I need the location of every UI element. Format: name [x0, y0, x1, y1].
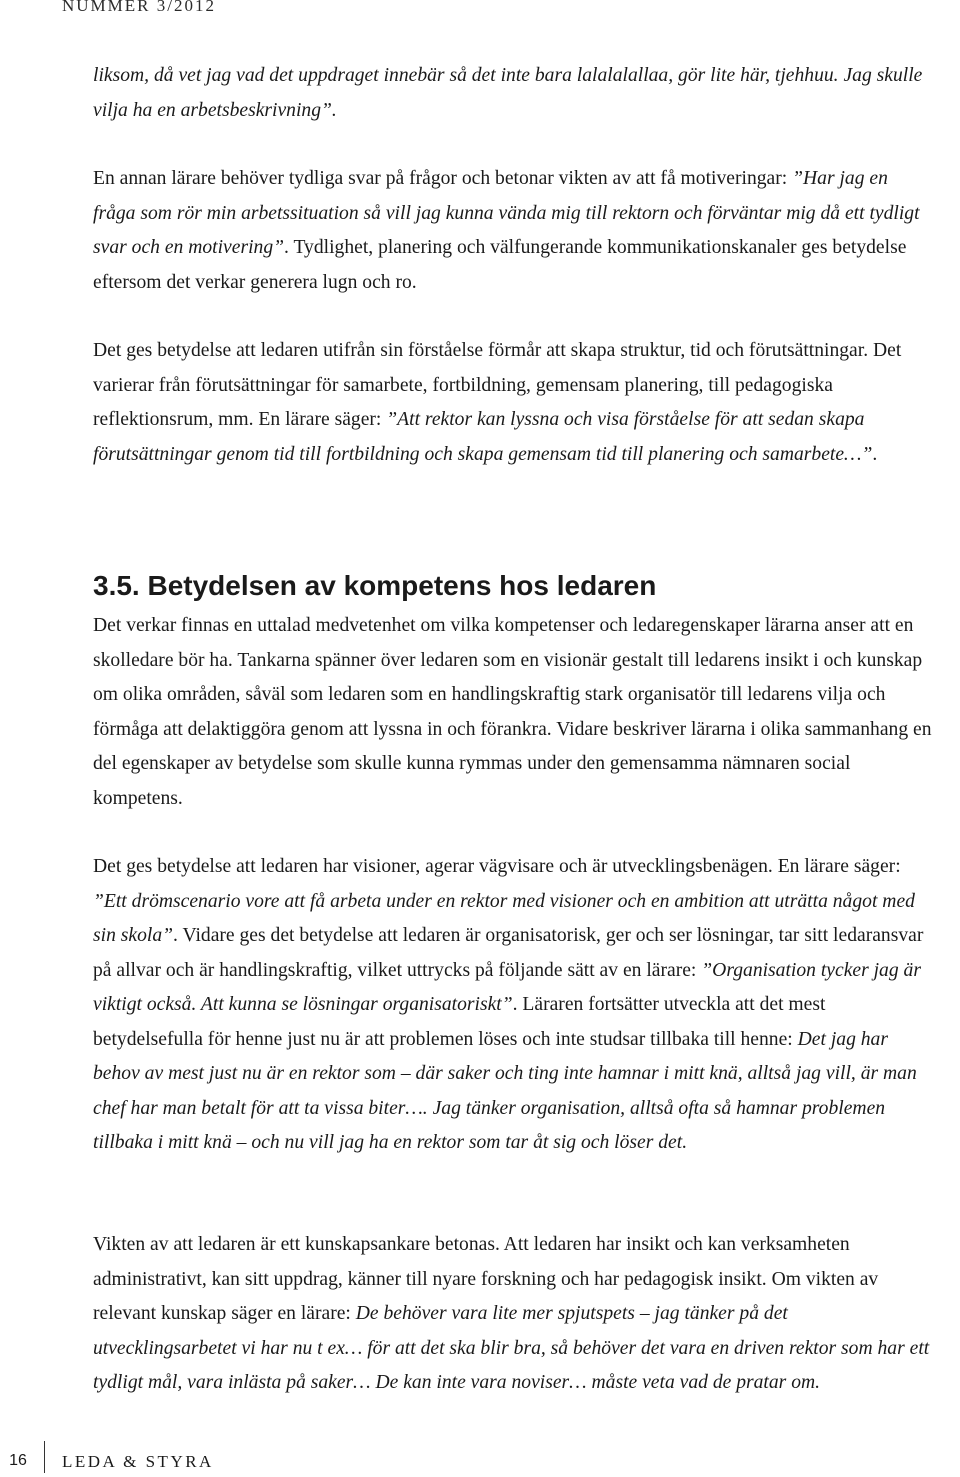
quote-text: ”Ett drömscenario vore att få arbeta under en rektor med visioner och en ambition att uträtta något med sin skola”	[93, 890, 915, 946]
paragraph-clarity	[93, 162, 933, 300]
body-text: . Tydlighet, planering och välfungerande kommunikationskanaler ges betydelse eftersom det verkar generera lugn och ro.	[93, 237, 907, 293]
quote-text: ”Organisation tycker jag är viktigt också. Att kunna se lösningar organisatoriskt”	[93, 959, 921, 1015]
body-text: . Läraren fortsätter utveckla att det mest betydelsefulla för henne just nu är att problemen löses och inte studsar tillbaka till henne:	[93, 994, 826, 1050]
body-text: . Vidare ges det betydelse att ledaren är organisatorisk, ger och ser lösningar, tar sitt ledaransvar på allvar och är handlingskraftig, vilket uttrycks på följande sätt av en lärare:	[93, 925, 924, 981]
footer-divider	[44, 1441, 45, 1473]
quote-text: De behöver vara lite mer spjutspets – jag tänker på det utvecklingsarbetet vi har nu t ex… för att det ska blir bra, så behöver det vara en driven rektor som har ett tydligt mål, vara inlästa på saker… De kan inte vara noviser… måste veta vad de pratar om.	[93, 1303, 930, 1393]
paragraph-visions	[93, 850, 933, 1161]
page-number: 16	[9, 1452, 27, 1469]
body-text: En annan lärare behöver tydliga svar på frågor och betonar vikten av att få motiveringar:	[93, 168, 793, 189]
paragraph-knowledge	[93, 1228, 933, 1401]
body-text: Det ges betydelse att ledaren har visioner, agerar vägvisare och är utvecklingsbenägen. En lärare säger:	[93, 856, 901, 877]
paragraph-structure	[93, 334, 933, 472]
section-heading: 3.5. Betydelsen av kompetens hos ledaren	[93, 570, 657, 601]
quote-text: Det jag har behov av mest just nu är en rektor som – där saker och ting inte hamnar i mitt knä, alltså jag vill, är man chef har man betalt för att ta vissa biter…. Jag tänker organisation, alltså ofta så hamnar problemen tillbaka i mitt knä – och nu vill jag ha en rektor som tar åt sig och löser det.	[93, 1028, 917, 1153]
paragraph-competence	[93, 609, 933, 816]
body-text: Vikten av att ledaren är ett kunskapsankare betonas. Att ledaren har insikt och kan verksamheten administrativt, kan sitt uppdrag, känner till nyare forskning och har pedagogisk insikt. Om vikten av relevant kunskap säger en lärare:	[93, 1234, 879, 1324]
paragraph-quote-continuation	[93, 59, 933, 128]
quote-text: liksom, då vet jag vad det uppdraget innebär så det inte bara lalalalallaa, gör lite här, tjehhuu. Jag skulle vilja ha en arbetsbeskrivning”.	[93, 65, 923, 121]
body-text: Det ges betydelse att ledaren utifrån sin förståelse förmår att skapa struktur, tid och förutsättningar. Det varierar från förutsättningar för samarbete, fortbildning, gemensam planering, till pedagogiska reflektionsrum, mm. En lärare säger:	[93, 340, 902, 430]
body-text: Det verkar finnas en uttalad medvetenhet om vilka kompetenser och ledaregenskaper lärarna anser att en skolledare bör ha. Tankarna spänner över ledaren som en visionär gestalt till ledarens insikt i och kunskap om olika områden, såväl som ledaren som en handlingskraftig stark organisatör till ledarens vilja och förmåga att delaktiggöra genom att lyssna in och förankra. Vidare beskriver lärarna i olika sammanhang en del egenskaper av betydelse som skulle kunna rymmas under den gemensamma nämnaren social kompetens.	[93, 615, 932, 809]
quote-text: ”Har jag en fråga som rör min arbetssituation så vill jag kunna vända mig till rektorn och förväntar mig då ett tydligt svar och en motivering”	[93, 168, 920, 258]
quote-text: ”Att rektor kan lyssna och visa förståelse för att sedan skapa förutsättningar genom tid till fortbildning och skapa gemensam tid till planering och samarbete…”	[93, 409, 873, 465]
footer-publication-title: LEDA & STYRA	[62, 1452, 214, 1471]
body-text: .	[872, 443, 878, 465]
running-head: NUMMER 3/2012	[62, 0, 216, 15]
